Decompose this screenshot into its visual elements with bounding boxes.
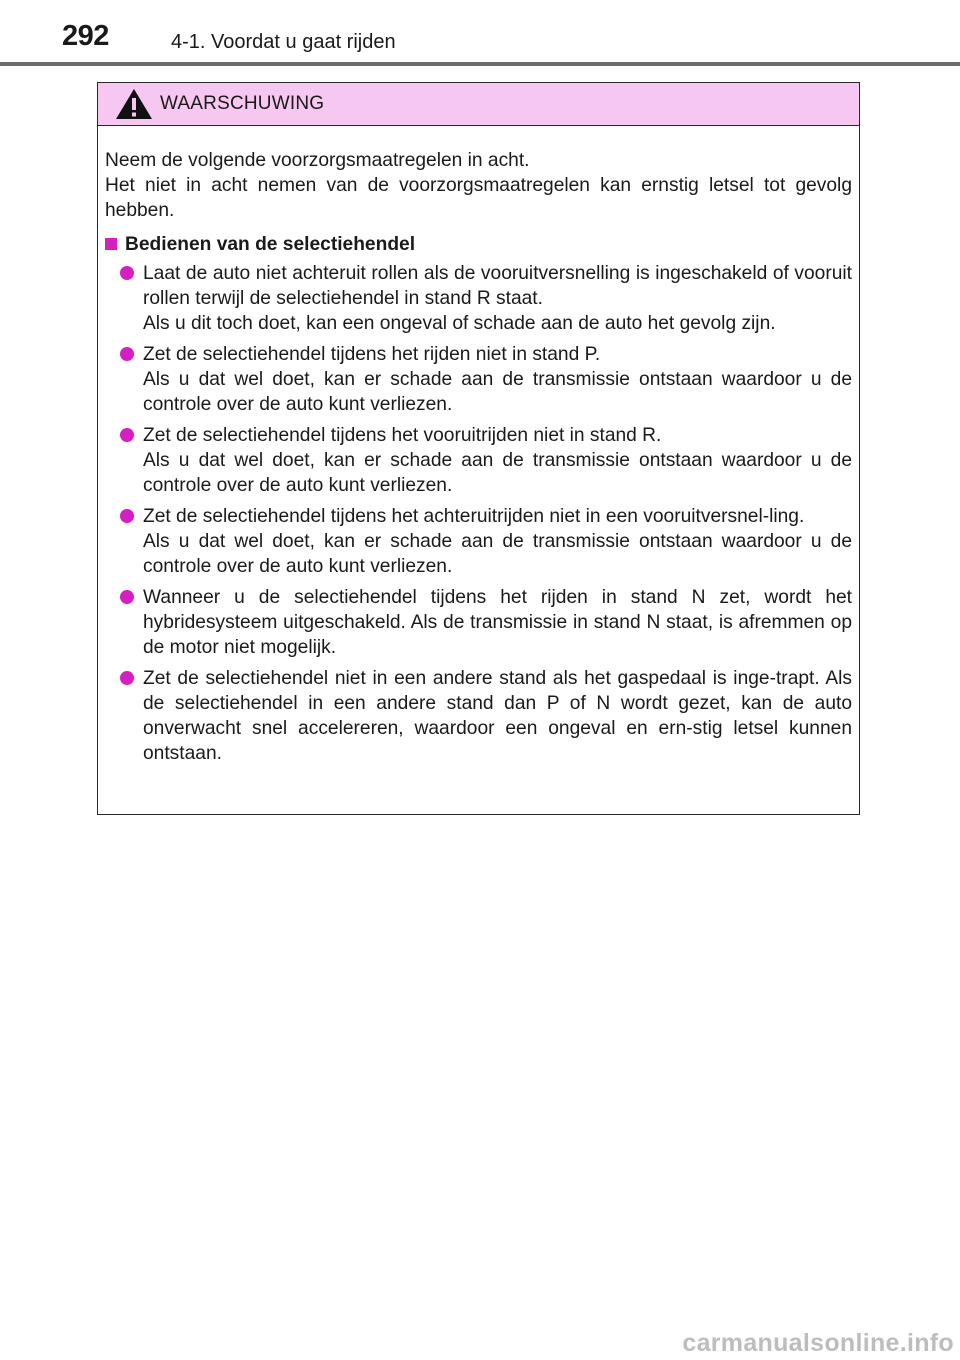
list-item xyxy=(105,261,852,336)
list-item xyxy=(105,423,852,498)
bullet-dot-icon xyxy=(120,347,134,361)
list-item xyxy=(105,342,852,417)
list-item-text xyxy=(143,504,852,579)
item-line: Zet de selectiehendel tijdens het rijden niet in stand P. xyxy=(143,344,601,365)
intro-line: Het niet in acht nemen van de voorzorgsmaatregelen kan ernstig letsel tot gevolg hebben. xyxy=(105,175,852,221)
item-line: Zet de selectiehendel niet in een andere stand als het gaspedaal is inge-trapt. Als de selectiehendel in een andere stand dan P of N wordt gezet, kan de auto onverwacht snel accelereren, waardoor een ongeval en ern-stig letsel kunnen ontstaan. xyxy=(143,668,852,764)
list-item-text xyxy=(143,342,852,417)
list-item-text xyxy=(143,585,852,660)
warning-intro xyxy=(105,148,852,223)
section-title: 4-1. Voordat u gaat rijden xyxy=(171,31,396,53)
warning-header xyxy=(98,83,859,126)
subheading-text: Bedienen van de selectiehendel xyxy=(125,234,416,255)
subheading xyxy=(105,232,852,257)
intro-line: Neem de volgende voorzorgsmaatregelen in acht. xyxy=(105,150,530,171)
bullet-dot-icon xyxy=(120,590,134,604)
item-line: Zet de selectiehendel tijdens het achteruitrijden niet in een vooruitversnel-ling. xyxy=(143,506,805,527)
square-bullet-icon xyxy=(105,238,117,250)
item-line: Wanneer u de selectiehendel tijdens het rijden in stand N zet, wordt het hybridesysteem uitgeschakeld. Als de transmissie in stand N staat, is afremmen op de motor niet mogelijk. xyxy=(143,587,852,658)
item-line: Als u dat wel doet, kan er schade aan de transmissie ontstaan waardoor u de controle over de auto kunt verliezen. xyxy=(143,369,852,415)
watermark: carmanualsonline.info xyxy=(682,1329,954,1357)
item-line: Als u dit toch doet, kan een ongeval of schade aan de auto het gevolg zijn. xyxy=(143,313,776,334)
warning-label: WAARSCHUWING xyxy=(160,93,325,114)
list-item xyxy=(105,504,852,579)
list-item xyxy=(105,585,852,660)
page-header xyxy=(0,0,960,66)
warning-triangle-icon xyxy=(114,87,154,121)
warning-box xyxy=(97,82,860,815)
list-item-text xyxy=(143,666,852,766)
list-item-text xyxy=(143,423,852,498)
header-divider xyxy=(0,62,960,66)
item-line: Laat de auto niet achteruit rollen als de vooruitversnelling is ingeschakeld of vooruit rollen terwijl de selectiehendel in stand R staat. xyxy=(143,263,852,309)
bullet-dot-icon xyxy=(120,428,134,442)
item-line: Als u dat wel doet, kan er schade aan de transmissie ontstaan waardoor u de controle over de auto kunt verliezen. xyxy=(143,450,852,496)
bullet-dot-icon xyxy=(120,671,134,685)
item-line: Als u dat wel doet, kan er schade aan de transmissie ontstaan waardoor u de controle over de auto kunt verliezen. xyxy=(143,531,852,577)
item-line: Zet de selectiehendel tijdens het vooruitrijden niet in stand R. xyxy=(143,425,662,446)
bullet-dot-icon xyxy=(120,509,134,523)
warning-body xyxy=(98,126,859,766)
list-item xyxy=(105,666,852,766)
bullet-dot-icon xyxy=(120,266,134,280)
list-item-text xyxy=(143,261,852,336)
warning-list xyxy=(105,261,852,766)
page-number: 292 xyxy=(62,20,109,52)
